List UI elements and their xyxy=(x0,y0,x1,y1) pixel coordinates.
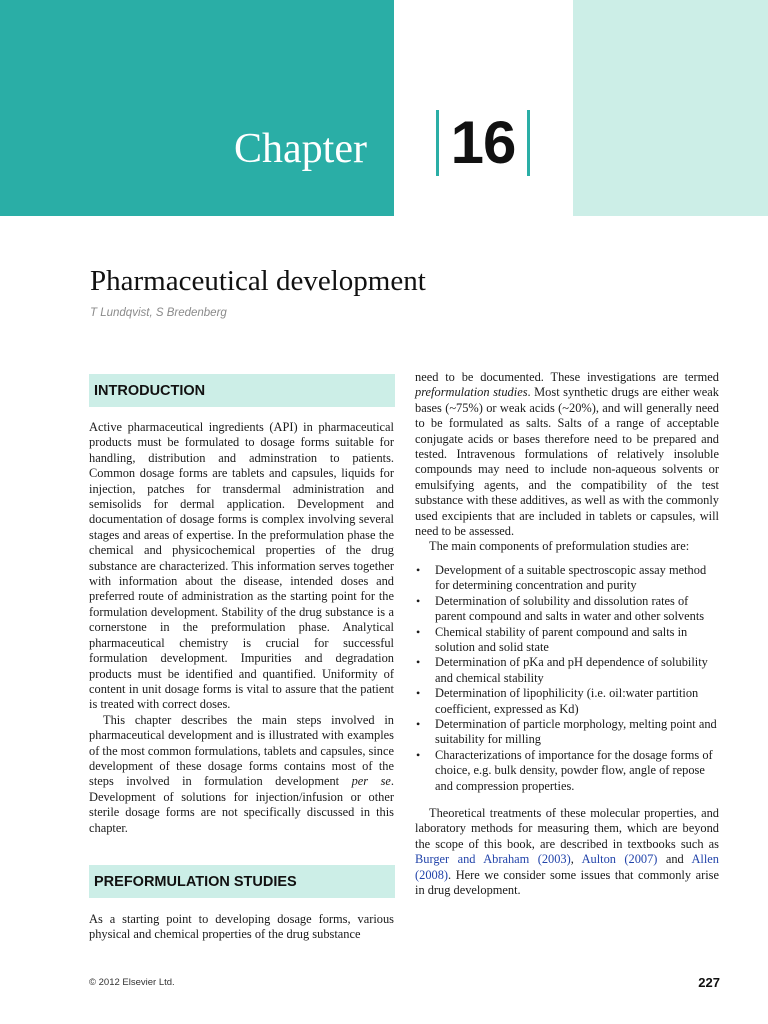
list-item: • Determination of solubility and dissolution rates of parent compound and salts in water and other solvents xyxy=(416,593,705,624)
bullet-icon: • xyxy=(416,624,421,639)
bullet-icon: • xyxy=(416,655,421,670)
reference-link[interactable]: Aulton (2007) xyxy=(581,852,658,867)
intro-paragraph-2: This chapter describes the main steps involved in pharmaceutical development and is illustrated with examples of the most common formulations, tablets and capsules, since development of these dosage forms contains most of the steps involved in formulation development per se. Development of solutions for injection/infusion or other sterile dosage forms are not specifically discussed in this chapter. xyxy=(89,712,395,835)
chapter-number: 16 xyxy=(450,109,516,176)
list-item: • Chemical stability of parent compound and salts in solution and solid state xyxy=(416,624,688,654)
page-number: 227 xyxy=(698,975,720,990)
bullet-icon: • xyxy=(416,747,421,762)
copyright: © 2012 Elsevier Ltd. xyxy=(89,977,175,988)
chapter-banner xyxy=(0,0,394,216)
right-column xyxy=(415,370,719,898)
list-item: • Development of a suitable spectroscopic assay method for determining concentration and purity xyxy=(416,562,707,593)
preform-paragraph-1: As a starting point to developing dosage forms, various physical and chemical properties of the drug substance xyxy=(89,912,394,942)
reference-link[interactable]: Burger and Abraham (2003) xyxy=(415,852,571,867)
section-heading-preformulation: PREFORMULATION STUDIES xyxy=(89,865,395,898)
list-item: • Determination of particle morphology, melting point and suitability for milling xyxy=(416,716,717,747)
right-paragraph-1: need to be documented. These investigations are termed preformulation studies. Most synthetic drugs are either weak bases (~75%) or weak acids (~20%), and will generally need to be formulated as salts. Salts of a range of acceptable conjugate acids or bases therefore need to be prepared and tested. Intravenous formulations of relatively insoluble compounds may need to include non-aqueous solvents or emulsifying agents, and the compatibility of the test substance with these additives, as well as with the commonly used excipients that are included in tablets or capsules, will need to be assessed. xyxy=(415,370,720,539)
reference-link[interactable]: Allen (2008) xyxy=(415,852,719,882)
list-item: • Determination of pKa and pH dependence of solubility and chemical stability xyxy=(416,655,708,685)
right-paragraph-2: The main components of preformulation studies are: xyxy=(429,539,690,554)
bullet-icon: • xyxy=(416,686,421,701)
preformulation-bullet-list xyxy=(415,563,719,794)
list-item: • Characterizations of importance for the dosage forms of choice, e.g. bulk density, powder flow, angle of repose and compression properties. xyxy=(416,747,713,793)
section-heading-introduction: INTRODUCTION xyxy=(89,374,395,407)
intro-paragraph-1: Active pharmaceutical ingredients (API) in pharmaceutical products must be formulated to dosage forms suitable for handling, distribution and adminstration to patients. Common dosage forms are tablets and capsules, liquids for injection, patches for transdermal administration and semisolids for dermal application. Development and documentation of dosage forms is complex involving several stages and areas of expertise. In the preformulation phase the chemical and physicochemical properties of the drug substance are characterized. This information serves together with information about the disease, intended doses and preferred route of administration as the starting point for the formulation development. Stability of the drug substance is a cornerstone in the preformulation phase. Analytical pharmaceutical chemistry is crucial for successful formulation development. Impurities and degradation products must be identified and quantified. Uniformity of content in unit dosage forms is vital to assure that the patient is treated with correct doses. xyxy=(89,420,394,712)
page-title: Pharmaceutical development xyxy=(90,265,426,297)
authors: T Lundqvist, S Bredenberg xyxy=(90,307,227,319)
bullet-icon: • xyxy=(416,593,421,608)
left-column-intro xyxy=(89,420,394,836)
chapter-banner-accent xyxy=(573,0,768,216)
bullet-icon: • xyxy=(416,562,421,577)
chapter-number-box xyxy=(436,110,530,176)
left-column-preformulation xyxy=(89,912,394,943)
bullet-icon: • xyxy=(416,716,421,731)
right-paragraph-3: Theoretical treatments of these molecular properties, and laboratory methods for measuring them, which are beyond the scope of this book, are described in textbooks such as Burger and Abraham (2003), Aulton (2007) and Allen (2008). Here we consider some issues that commonly arise in drug development. xyxy=(415,805,719,897)
list-item: • Determination of lipophilicity (i.e. oil:water partition coefficient, expressed as Kd) xyxy=(416,686,699,716)
chapter-label: Chapter xyxy=(234,126,367,172)
